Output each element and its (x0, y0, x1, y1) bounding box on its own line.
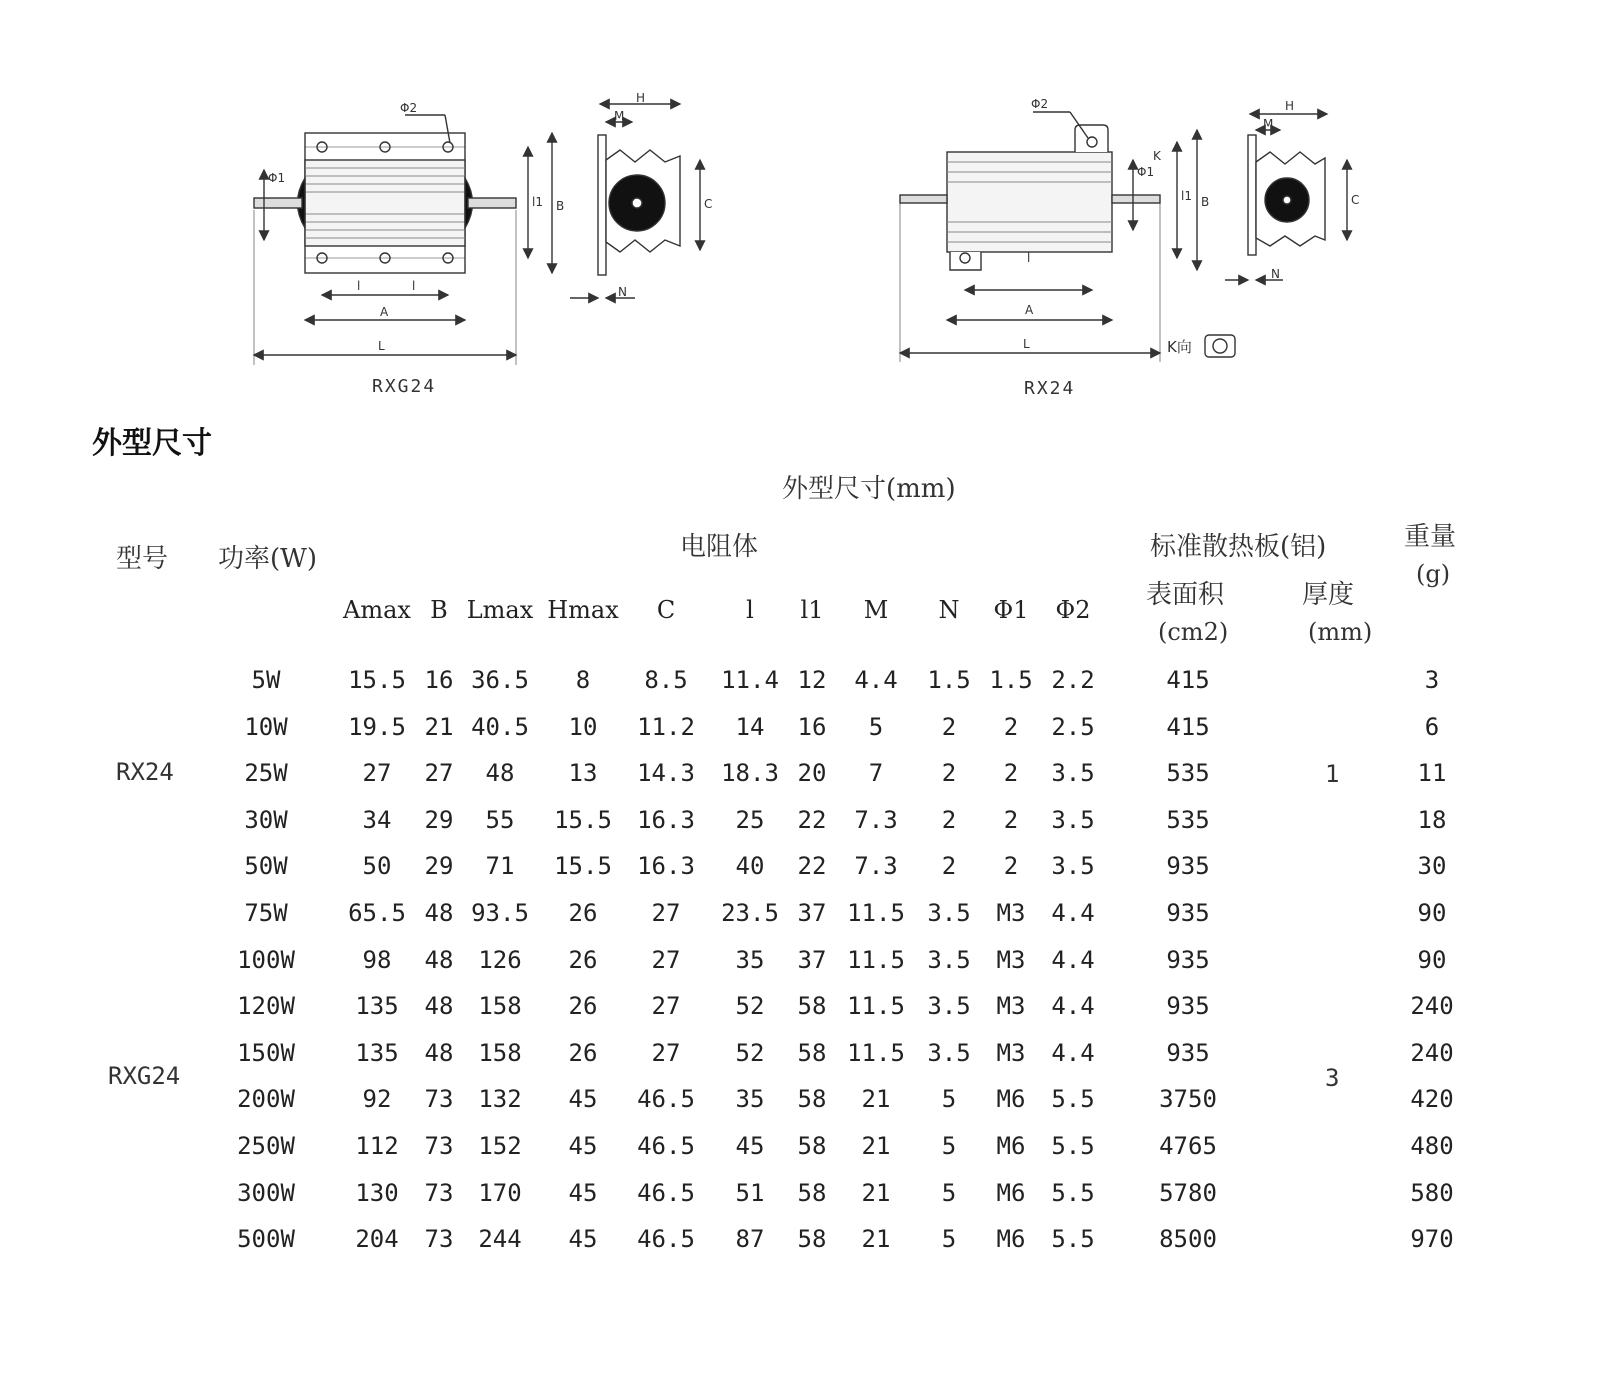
dim-cell: M6 (996, 1132, 1026, 1160)
dim-cell: 52 (735, 992, 765, 1021)
dim-cell: 5.5 (1051, 1085, 1095, 1114)
dim-cell: 158 (478, 992, 522, 1021)
dim-cell: M6 (996, 1225, 1026, 1254)
dim-cell: 4.4 (854, 666, 898, 694)
dim-cell: 71 (485, 852, 515, 881)
dim-cell: 45 (735, 1132, 765, 1160)
thickness-rx24: 1 (1325, 760, 1340, 788)
dim-cell: 37 (797, 899, 827, 927)
dim-cell: 5 (941, 1178, 957, 1207)
weight-cell: 11 (1417, 759, 1447, 788)
dim-cell: 21 (861, 1178, 891, 1207)
area-cell: 535 (1166, 759, 1210, 788)
dim-cell: 2 (1003, 759, 1019, 788)
dim-cell: 15.5 (348, 666, 406, 694)
dim-cell: 2 (1003, 712, 1019, 741)
weight-cell: 30 (1417, 852, 1447, 881)
dim-cell: M3 (996, 899, 1026, 927)
dim-cell: 204 (355, 1225, 399, 1254)
dim-cell: 22 (797, 805, 827, 834)
dim-cell: 52 (735, 1038, 765, 1067)
col-weight-unit: (g) (1416, 560, 1451, 588)
power-cell: 100W (237, 945, 295, 974)
power-cell: 75W (244, 899, 288, 927)
weight-cell: 480 (1410, 1132, 1454, 1160)
dim-cell: M3 (996, 1038, 1026, 1067)
sub-header-8: N (938, 596, 960, 624)
group-heatsink-header: 标准散热板(铝) (1150, 532, 1327, 562)
dim-cell: 16.3 (637, 805, 695, 834)
dim-cell: 10 (568, 712, 598, 741)
dim-cell: 3.5 (927, 899, 971, 927)
rx24-label-c: C (1351, 193, 1360, 207)
dim-cell: 158 (478, 1038, 522, 1067)
dim-cell: 26 (568, 945, 598, 974)
dim-cell: 2 (941, 805, 957, 834)
dim-cell: 27 (651, 945, 681, 974)
power-cell: 50W (244, 852, 288, 881)
col-power-header: 功率(W) (218, 544, 318, 574)
dim-cell: 8 (575, 666, 591, 694)
dim-cell: 3.5 (1051, 852, 1095, 881)
dim-cell: 152 (478, 1132, 522, 1160)
dim-cell: 3.5 (1051, 805, 1095, 834)
dim-cell: 4.4 (1051, 945, 1095, 974)
dim-cell: 48 (424, 945, 454, 974)
dim-cell: 37 (797, 945, 827, 974)
weight-cell: 3 (1424, 666, 1440, 694)
dim-cell: 22 (797, 852, 827, 881)
dim-cell: 2.2 (1051, 666, 1095, 694)
dim-cell: 5 (941, 1132, 957, 1160)
dim-cell: 58 (797, 1178, 827, 1207)
dim-cell: 25 (735, 805, 765, 834)
rx24-label-k: K (1153, 149, 1161, 163)
dim-cell: 3.5 (927, 1038, 971, 1067)
thickness-rxg24: 3 (1325, 1064, 1340, 1092)
dim-cell: 45 (568, 1132, 598, 1160)
dim-cell: 16 (424, 666, 454, 694)
dim-cell: 46.5 (637, 1225, 695, 1254)
dim-cell: 48 (485, 759, 515, 788)
dim-cell: 14.3 (637, 759, 695, 788)
dim-cell: 2 (941, 759, 957, 788)
col-thickness-unit: (mm) (1308, 618, 1373, 646)
dim-cell: 35 (735, 945, 765, 974)
dim-cell: 11.5 (847, 1038, 905, 1067)
dim-cell: 27 (651, 1038, 681, 1067)
dim-cell: 15.5 (554, 805, 612, 834)
dim-cell: 135 (355, 992, 399, 1021)
col-thickness-header: 厚度 (1302, 580, 1355, 610)
weight-cell: 240 (1410, 1038, 1454, 1067)
dim-cell: 65.5 (348, 899, 406, 927)
power-cell: 30W (244, 805, 288, 834)
sub-header-10: Φ2 (1055, 596, 1091, 624)
rx24-label-n: N (1271, 267, 1280, 281)
dim-cell: 26 (568, 899, 598, 927)
area-cell: 935 (1166, 852, 1210, 881)
dim-cell: 16 (797, 712, 827, 741)
rx24-caption: RX24 (1024, 378, 1076, 399)
weight-cell: 90 (1417, 945, 1447, 974)
dim-cell: 15.5 (554, 852, 612, 881)
dim-cell: 11.2 (637, 712, 695, 741)
weight-cell: 970 (1410, 1225, 1454, 1254)
dim-cell: 4.4 (1051, 1038, 1095, 1067)
dim-cell: 45 (568, 1225, 598, 1254)
group-resistor-header: 电阻体 (680, 532, 759, 562)
dim-cell: 11.5 (847, 992, 905, 1021)
dim-cell: 58 (797, 992, 827, 1021)
dim-cell: 58 (797, 1225, 827, 1254)
dim-cell: 126 (478, 945, 522, 974)
dim-cell: 2 (1003, 805, 1019, 834)
dim-cell: M6 (996, 1085, 1026, 1114)
dim-cell: 170 (478, 1178, 522, 1207)
rxg24-label-l-2: l (412, 279, 416, 293)
dim-cell: 51 (735, 1178, 765, 1207)
dim-cell: 27 (362, 759, 392, 788)
dim-cell: M6 (996, 1178, 1026, 1207)
weight-cell: 90 (1417, 899, 1447, 927)
rx24-diagram (885, 90, 1375, 390)
dim-cell: 27 (651, 899, 681, 927)
dim-cell: 2.5 (1051, 712, 1095, 741)
dim-cell: 21 (861, 1132, 891, 1160)
power-cell: 300W (237, 1178, 295, 1207)
rxg24-label-phi2: Φ2 (400, 101, 418, 115)
sub-header-2: Lmax (466, 596, 534, 624)
dim-cell: 73 (424, 1085, 454, 1114)
power-cell: 5W (251, 666, 281, 694)
dim-cell: 45 (568, 1178, 598, 1207)
rxg24-caption: RXG24 (372, 376, 437, 397)
power-cell: 25W (244, 759, 288, 788)
power-cell: 200W (237, 1085, 295, 1114)
sub-header-0: Amax (343, 596, 411, 624)
dim-cell: 21 (861, 1225, 891, 1254)
dim-cell: 1.5 (989, 666, 1033, 694)
dim-cell: 1.5 (927, 666, 971, 694)
rx24-label-m: M (1263, 117, 1274, 131)
dim-cell: 48 (424, 899, 454, 927)
dim-cell: 46.5 (637, 1085, 695, 1114)
sub-header-7: M (863, 596, 889, 624)
dim-cell: 50 (362, 852, 392, 881)
rx24-label-phi2: Φ2 (1031, 97, 1049, 111)
model-rxg24: RXG24 (108, 1062, 181, 1090)
area-cell: 935 (1166, 945, 1210, 974)
dim-cell: 23.5 (721, 899, 779, 927)
area-cell: 415 (1166, 712, 1210, 741)
dim-cell: 45 (568, 1085, 598, 1114)
dim-cell: 244 (478, 1225, 522, 1254)
dim-cell: 11.5 (847, 899, 905, 927)
sub-header-3: Hmax (547, 596, 619, 624)
col-model-header: 型号 (116, 544, 169, 574)
area-cell: 935 (1166, 899, 1210, 927)
dim-cell: 3.5 (1051, 759, 1095, 788)
rxg24-label-l1: l1 (532, 195, 543, 209)
dim-cell: 19.5 (348, 712, 406, 741)
dim-cell: 5.5 (1051, 1178, 1095, 1207)
dim-cell: 27 (651, 992, 681, 1021)
weight-cell: 6 (1424, 712, 1440, 741)
sub-header-9: Φ1 (993, 596, 1029, 624)
dim-cell: 14 (735, 712, 765, 741)
dim-cell: M3 (996, 992, 1026, 1021)
area-cell: 935 (1166, 992, 1210, 1021)
dim-cell: 11.5 (847, 945, 905, 974)
power-cell: 120W (237, 992, 295, 1021)
dim-cell: 87 (735, 1225, 765, 1254)
rxg24-label-a: A (380, 305, 389, 319)
rxg24-diagram (240, 90, 740, 410)
rx24-label-k-direction: K向 (1167, 338, 1192, 356)
dim-cell: 48 (424, 1038, 454, 1067)
power-cell: 250W (237, 1132, 295, 1160)
dim-cell: 73 (424, 1132, 454, 1160)
dim-cell: 98 (362, 945, 392, 974)
rx24-label-h: H (1285, 99, 1295, 113)
dim-cell: 21 (861, 1085, 891, 1114)
dim-cell: 135 (355, 1038, 399, 1067)
dim-cell: 2 (941, 852, 957, 881)
dim-cell: 7.3 (854, 852, 898, 881)
dim-cell: 58 (797, 1038, 827, 1067)
sub-header-5: l (746, 596, 754, 624)
dim-cell: 35 (735, 1085, 765, 1114)
dim-cell: 12 (797, 666, 827, 694)
dim-cell: 26 (568, 1038, 598, 1067)
weight-cell: 420 (1410, 1085, 1454, 1114)
power-cell: 10W (244, 712, 288, 741)
dim-cell: 36.5 (471, 666, 529, 694)
rx24-label-l: l (1027, 251, 1031, 265)
dim-cell: 5 (868, 712, 884, 741)
rx24-label-l1: l1 (1181, 189, 1192, 203)
sub-header-1: B (430, 596, 448, 624)
dim-cell: 34 (362, 805, 392, 834)
sub-header-6: l1 (800, 596, 824, 624)
rxg24-label-m: M (614, 109, 625, 123)
dim-cell: 7 (868, 759, 884, 788)
dim-cell: 27 (424, 759, 454, 788)
weight-cell: 240 (1410, 992, 1454, 1021)
area-cell: 4765 (1159, 1132, 1217, 1160)
section-title: 外型尺寸 (92, 426, 212, 461)
weight-cell: 18 (1417, 805, 1447, 834)
dim-cell: M3 (996, 945, 1026, 974)
dim-cell: 3.5 (927, 992, 971, 1021)
dim-cell: 40 (735, 852, 765, 881)
dim-cell: 58 (797, 1132, 827, 1160)
model-rx24: RX24 (116, 758, 174, 786)
dim-cell: 73 (424, 1178, 454, 1207)
dim-cell: 4.4 (1051, 899, 1095, 927)
rxg24-label-b: B (556, 199, 565, 213)
dim-cell: 73 (424, 1225, 454, 1254)
rxg24-label-c: C (704, 197, 713, 211)
weight-cell: 580 (1410, 1178, 1454, 1207)
rxg24-label-phi1: Φ1 (268, 171, 286, 185)
dim-cell: 11.4 (721, 666, 779, 694)
dim-cell: 46.5 (637, 1178, 695, 1207)
dim-cell: 46.5 (637, 1132, 695, 1160)
rx24-label-a: A (1025, 303, 1034, 317)
dim-cell: 26 (568, 992, 598, 1021)
area-cell: 3750 (1159, 1085, 1217, 1114)
area-cell: 8500 (1159, 1225, 1217, 1254)
dim-cell: 29 (424, 852, 454, 881)
dim-cell: 29 (424, 805, 454, 834)
dim-cell: 48 (424, 992, 454, 1021)
rx24-label-L: L (1023, 337, 1030, 351)
area-cell: 935 (1166, 1038, 1210, 1067)
dim-cell: 4.4 (1051, 992, 1095, 1021)
dim-cell: 7.3 (854, 805, 898, 834)
col-area-header: 表面积 (1146, 580, 1225, 610)
table-header-top: 外型尺寸(mm) (782, 474, 956, 504)
dim-cell: 130 (355, 1178, 399, 1207)
dim-cell: 21 (424, 712, 454, 741)
dim-cell: 112 (355, 1132, 399, 1160)
area-cell: 5780 (1159, 1178, 1217, 1207)
rxg24-label-L: L (378, 339, 385, 353)
rxg24-label-l: l (357, 279, 361, 293)
rxg24-label-h: H (636, 91, 646, 105)
col-weight-header: 重量 (1404, 522, 1457, 552)
dim-cell: 20 (797, 759, 827, 788)
dim-cell: 5 (941, 1225, 957, 1254)
dim-cell: 5.5 (1051, 1225, 1095, 1254)
rx24-label-phi1: Φ1 (1137, 165, 1155, 179)
area-cell: 415 (1166, 666, 1210, 694)
dim-cell: 2 (941, 712, 957, 741)
dim-cell: 2 (1003, 852, 1019, 881)
dim-cell: 58 (797, 1085, 827, 1114)
area-cell: 535 (1166, 805, 1210, 834)
dim-cell: 18.3 (721, 759, 779, 788)
dim-cell: 13 (568, 759, 598, 788)
dim-cell: 5 (941, 1085, 957, 1114)
dim-cell: 93.5 (471, 899, 529, 927)
dim-cell: 92 (362, 1085, 392, 1114)
power-cell: 500W (237, 1225, 295, 1254)
dim-cell: 55 (485, 805, 515, 834)
col-area-unit: (cm2) (1158, 618, 1229, 646)
power-cell: 150W (237, 1038, 295, 1067)
dim-cell: 5.5 (1051, 1132, 1095, 1160)
rxg24-label-n: N (618, 285, 627, 299)
dim-cell: 8.5 (644, 666, 688, 694)
dim-cell: 40.5 (471, 712, 529, 741)
rx24-label-b: B (1201, 195, 1210, 209)
dim-cell: 16.3 (637, 852, 695, 881)
dim-cell: 132 (478, 1085, 522, 1114)
dim-cell: 3.5 (927, 945, 971, 974)
sub-header-4: C (656, 596, 676, 624)
